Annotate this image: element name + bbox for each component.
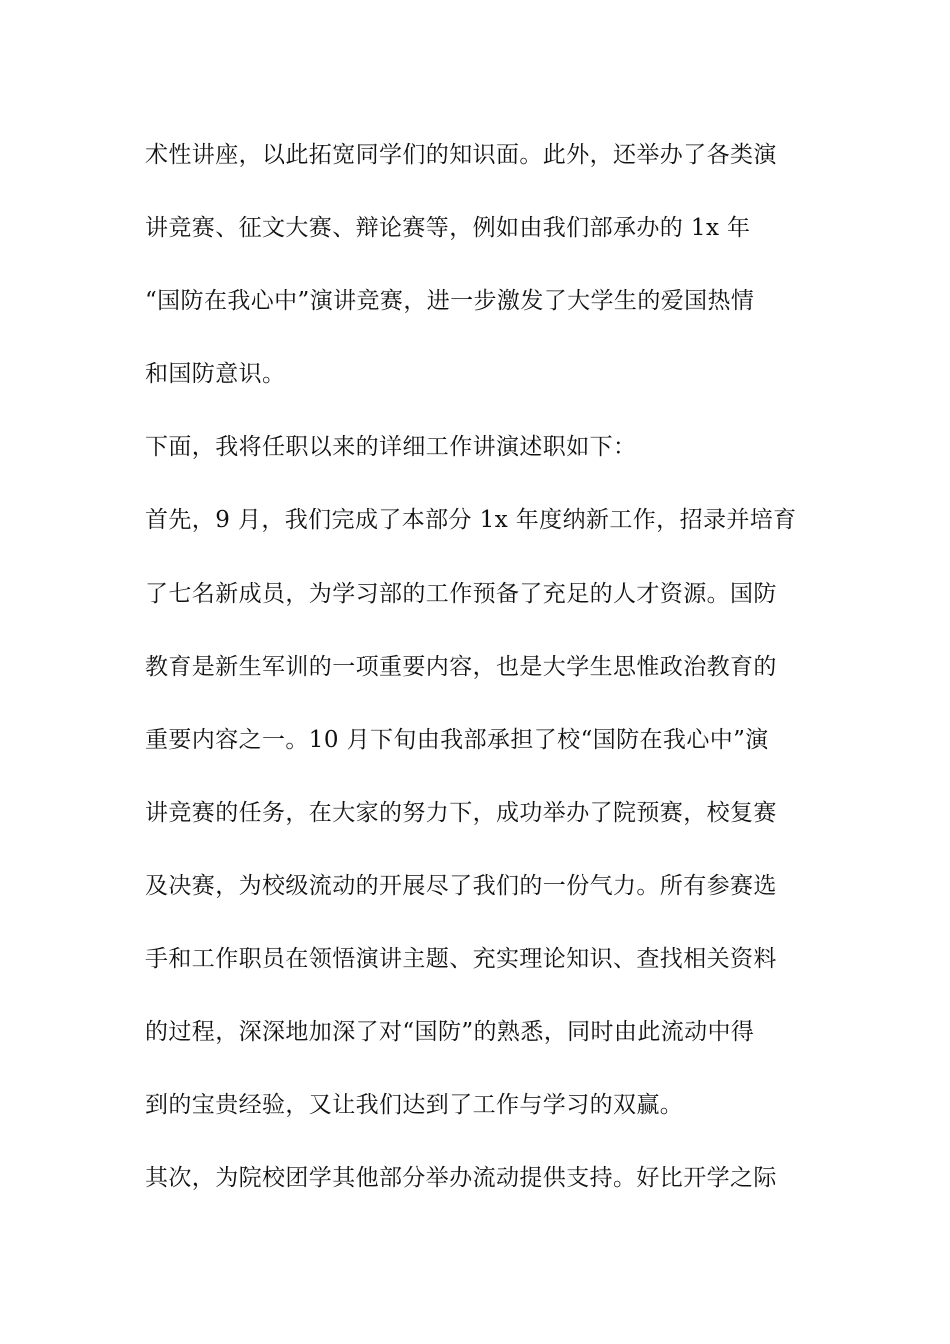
text-line: 下面，我将任职以来的详细工作讲演述职如下： [145,434,637,461]
text-line: 手和工作职员在领悟演讲主题、充实理论知识、查找相关资料 [145,946,777,973]
text-line: 的过程，深深地加深了对“国防”的熟悉，同时由此流动中得 [145,1019,755,1046]
text-line: 了七名新成员，为学习部的工作预备了充足的人才资源。国防 [145,580,777,607]
text-line: 其次，为院校团学其他部分举办流动提供支持。好比开学之际 [145,1165,777,1192]
text-line: 术性讲座，以此拓宽同学们的知识面。此外，还举办了各类演 [145,142,777,168]
text-line: 及决赛，为校级流动的开展尽了我们的一份气力。所有参赛选 [145,872,777,899]
text-line: 和国防意识。 [145,361,286,388]
text-line: 首先，9 月，我们完成了本部分 1x 年度纳新工作，招录并培育 [145,507,797,534]
text-line: “国防在我心中”演讲竞赛，进一步激发了大学生的爱国热情 [145,288,755,315]
text-line: 讲竞赛的任务，在大家的努力下，成功举办了院预赛，校复赛 [145,799,777,826]
text-line: 教育是新生军训的一项重要内容，也是大学生思惟政治教育的 [145,653,777,680]
text-line: 讲竞赛、征文大赛、辩论赛等，例如由我们部承办的 1x 年 [145,215,751,242]
document-body [145,129,815,1225]
text-line: 重要内容之一。10 月下旬由我部承担了校“国防在我心中”演 [145,726,769,753]
text-line: 到的宝贵经验，又让我们达到了工作与学习的双赢。 [145,1092,684,1119]
